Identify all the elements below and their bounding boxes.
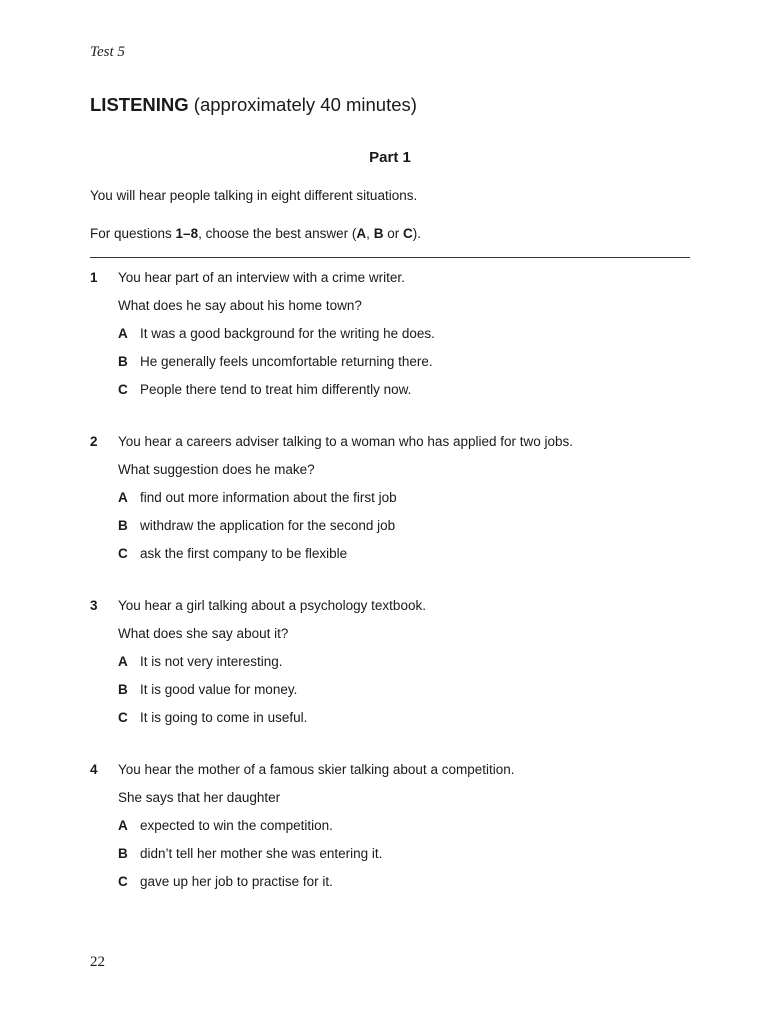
option-letter: B — [118, 682, 128, 697]
instruction-letter-a: A — [356, 226, 367, 241]
option-text: withdraw the application for the second job — [140, 518, 396, 533]
option-letter: B — [118, 518, 128, 533]
answer-option-c[interactable] — [90, 710, 700, 738]
option-letter: C — [118, 710, 128, 725]
running-head: Test 5 — [90, 44, 125, 60]
question-3 — [90, 598, 700, 738]
instruction-end: ). — [412, 226, 421, 241]
instruction-line-1: You will hear people talking in eight different situations. — [90, 188, 418, 203]
answer-option-c[interactable] — [90, 546, 700, 574]
question-number: 4 — [90, 762, 98, 777]
answer-option-a[interactable] — [90, 654, 700, 682]
instruction-letter-c: C — [402, 226, 413, 241]
option-text: didn’t tell her mother she was entering it. — [140, 846, 383, 861]
question-prompt-line — [90, 790, 700, 818]
option-text: It is going to come in useful. — [140, 710, 308, 725]
question-number: 3 — [90, 598, 98, 613]
option-letter: B — [118, 354, 128, 369]
instruction-line-2 — [90, 226, 421, 241]
instruction-range: 1–8 — [175, 226, 199, 241]
answer-option-b[interactable] — [90, 846, 700, 874]
option-letter: A — [118, 490, 128, 505]
option-letter: B — [118, 846, 128, 861]
page-number: 22 — [90, 954, 105, 970]
answer-option-b[interactable] — [90, 354, 700, 382]
instruction-sep-2: or — [383, 226, 403, 241]
question-prompt: What suggestion does he make? — [118, 462, 315, 477]
option-letter: A — [118, 326, 128, 341]
option-text: expected to win the competition. — [140, 818, 333, 833]
question-context: You hear the mother of a famous skier talking about a competition. — [118, 762, 515, 777]
question-number: 1 — [90, 270, 98, 285]
option-letter: C — [118, 382, 128, 397]
question-prompt: What does she say about it? — [118, 626, 289, 641]
option-text: gave up her job to practise for it. — [140, 874, 333, 889]
option-text: It was a good background for the writing he does. — [140, 326, 435, 341]
question-prompt-line — [90, 626, 700, 654]
option-letter: C — [118, 874, 128, 889]
instruction-prefix: For questions — [90, 226, 176, 241]
answer-option-a[interactable] — [90, 490, 700, 518]
option-text: He generally feels uncomfortable returning there. — [140, 354, 433, 369]
option-text: ask the first company to be flexible — [140, 546, 348, 561]
part-title: Part 1 — [369, 149, 411, 166]
instruction-mid: , choose the best answer ( — [198, 226, 357, 241]
question-number: 2 — [90, 434, 98, 449]
option-letter: A — [118, 654, 128, 669]
answer-option-a[interactable] — [90, 818, 700, 846]
question-context-line — [90, 270, 700, 298]
question-prompt-line — [90, 462, 700, 490]
section-title-strong: LISTENING — [90, 94, 189, 115]
answer-option-b[interactable] — [90, 682, 700, 710]
instruction-sep-1: , — [366, 226, 374, 241]
option-text: It is not very interesting. — [140, 654, 283, 669]
answer-option-c[interactable] — [90, 874, 700, 902]
question-context-line — [90, 762, 700, 790]
instruction-letter-b: B — [373, 226, 384, 241]
answer-option-a[interactable] — [90, 326, 700, 354]
option-text: People there tend to treat him differently now. — [140, 382, 412, 397]
question-2 — [90, 434, 700, 574]
question-prompt-line — [90, 298, 700, 326]
question-prompt: What does he say about his home town? — [118, 298, 362, 313]
option-text: It is good value for money. — [140, 682, 298, 697]
question-context-line — [90, 598, 700, 626]
option-letter: C — [118, 546, 128, 561]
divider-rule — [90, 257, 690, 258]
section-title — [90, 94, 417, 116]
question-context-line — [90, 434, 700, 462]
answer-option-b[interactable] — [90, 518, 700, 546]
question-context: You hear part of an interview with a crime writer. — [118, 270, 405, 285]
option-letter: A — [118, 818, 128, 833]
question-4 — [90, 762, 700, 902]
question-context: You hear a careers adviser talking to a woman who has applied for two jobs. — [118, 434, 574, 449]
answer-option-c[interactable] — [90, 382, 700, 410]
question-1 — [90, 270, 700, 410]
question-context: You hear a girl talking about a psychology textbook. — [118, 598, 426, 613]
question-prompt: She says that her daughter — [118, 790, 281, 805]
option-text: find out more information about the first job — [140, 490, 397, 505]
section-title-rest: (approximately 40 minutes) — [188, 94, 417, 115]
